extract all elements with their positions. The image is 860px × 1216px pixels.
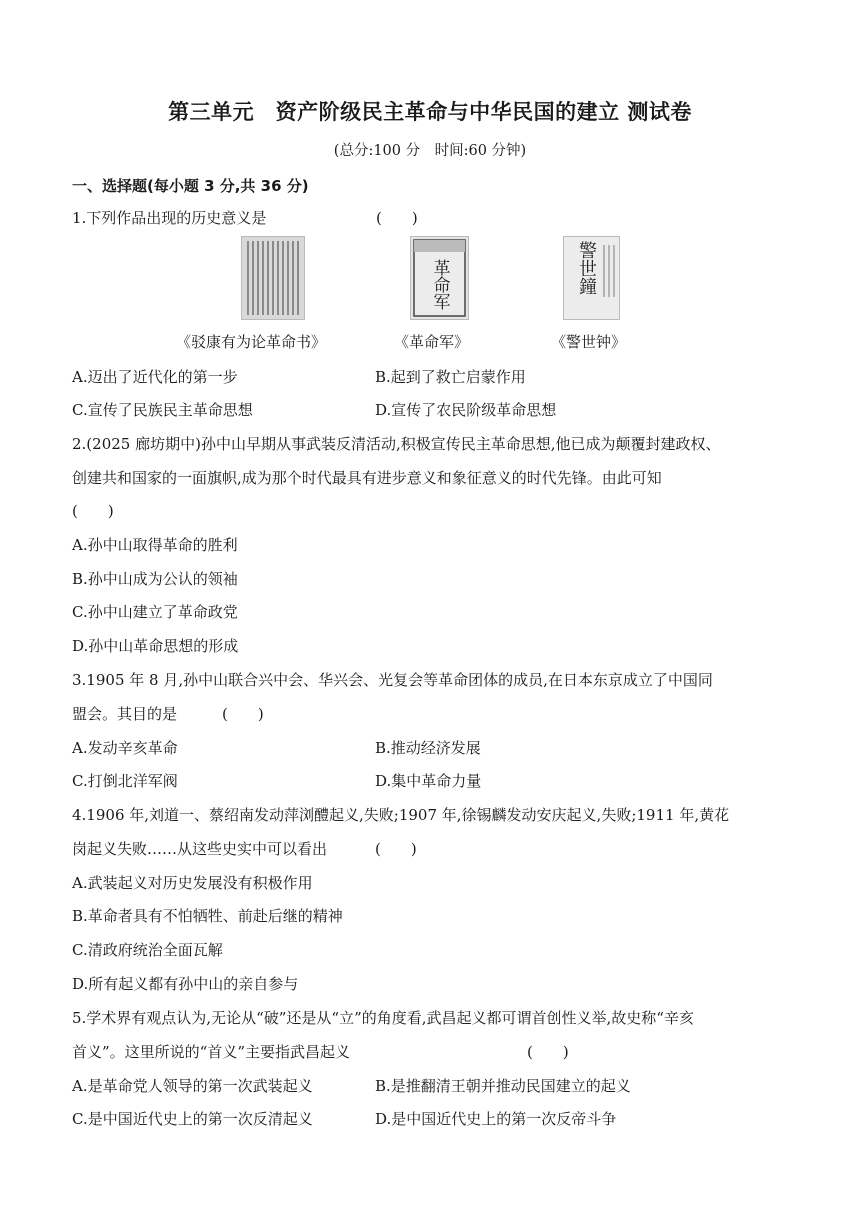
question-3-option-a[interactable]: A.发动辛亥革命 (72, 739, 178, 757)
book-cover-title: 警世鐘 (576, 241, 597, 295)
question-3-option-b[interactable]: B.推动经济发展 (375, 739, 481, 757)
book-image-2 (410, 236, 469, 320)
cover-text-lines (564, 237, 619, 319)
question-1-option-a[interactable]: A.迈出了近代化的第一步 (72, 368, 238, 386)
question-4-option-a[interactable]: A.武装起义对历史发展没有积极作用 (72, 874, 313, 892)
question-5-stem-line2: 首义”。这里所说的“首义”主要指武昌起义 (72, 1043, 351, 1061)
question-5-bracket: ( ) (527, 1043, 569, 1061)
question-5-option-d[interactable]: D.是中国近代史上的第一次反帝斗争 (375, 1110, 617, 1128)
question-1-bracket: ( ) (376, 209, 418, 227)
image-caption-1: 《驳康有为论革命书》 (176, 333, 327, 351)
question-4-bracket: ( ) (375, 840, 417, 858)
question-2-option-c[interactable]: C.孙中山建立了革命政党 (72, 603, 238, 621)
image-caption-3: 《警世钟》 (551, 333, 627, 351)
question-3-stem-line1: 3.1905 年 8 月,孙中山联合兴中会、华兴会、光复会等革命团体的成员,在日本东京成立了中国同 (72, 671, 713, 689)
question-5-option-c[interactable]: C.是中国近代史上的第一次反清起义 (72, 1110, 313, 1128)
question-4-stem-line1: 4.1906 年,刘道一、蔡绍南发动萍浏醴起义,失败;1907 年,徐锡麟发动安庆起义,失败;1911 年,黄花 (72, 806, 730, 824)
question-1-option-c[interactable]: C.宣传了民族民主革命思想 (72, 401, 253, 419)
question-3-stem-line2: 盟会。其目的是 (72, 705, 178, 723)
question-2-stem-line1: 2.(2025 廊坊期中)孙中山早期从事武装反清活动,积极宣传民主革命思想,他已成为颠覆封建政权、 (72, 435, 721, 453)
manuscript-image (242, 237, 304, 319)
question-1-option-b[interactable]: B.起到了救亡启蒙作用 (375, 368, 526, 386)
question-4-option-b[interactable]: B.革命者具有不怕牺牲、前赴后继的精神 (72, 907, 343, 925)
section-heading: 一、选择题(每小题 3 分,共 36 分) (72, 177, 309, 195)
question-3-bracket: ( ) (222, 705, 264, 723)
question-3-option-c[interactable]: C.打倒北洋军阀 (72, 772, 178, 790)
question-1-stem: 1.下列作品出现的历史意义是 (72, 209, 267, 227)
question-1-option-d[interactable]: D.宣传了农民阶级革命思想 (375, 401, 557, 419)
question-2-bracket: ( ) (72, 502, 114, 520)
book-cover-title: 革命军 (429, 258, 450, 310)
page-title: 第三单元 资产阶级民主革命与中华民国的建立 测试卷 (168, 100, 692, 124)
question-5-stem-line1: 5.学术界有观点认为,无论从“破”还是从“立”的角度看,武昌起义都可谓首创性义举,故史称“辛亥 (72, 1009, 694, 1027)
question-2-stem-line2: 创建共和国家的一面旗帜,成为那个时代最具有进步意义和象征意义的时代先锋。由此可知 (72, 469, 662, 487)
question-4-option-d[interactable]: D.所有起义都有孙中山的亲自参与 (72, 975, 299, 993)
question-4-stem-line2: 岗起义失败……从这些史实中可以看出 (72, 840, 328, 858)
page-subtitle: (总分:100 分 时间:60 分钟) (333, 143, 527, 159)
question-3-option-d[interactable]: D.集中革命力量 (375, 772, 482, 790)
question-5-option-a[interactable]: A.是革命党人领导的第一次武装起义 (72, 1077, 313, 1095)
question-2-option-d[interactable]: D.孙中山革命思想的形成 (72, 637, 239, 655)
book-image-1 (241, 236, 305, 320)
question-2-option-b[interactable]: B.孙中山成为公认的领袖 (72, 570, 238, 588)
image-caption-2: 《革命军》 (394, 333, 470, 351)
question-2-option-a[interactable]: A.孙中山取得革命的胜利 (72, 536, 238, 554)
question-4-option-c[interactable]: C.清政府统治全面瓦解 (72, 941, 223, 959)
question-5-option-b[interactable]: B.是推翻清王朝并推动民国建立的起义 (375, 1077, 631, 1095)
book-image-3 (563, 236, 620, 320)
